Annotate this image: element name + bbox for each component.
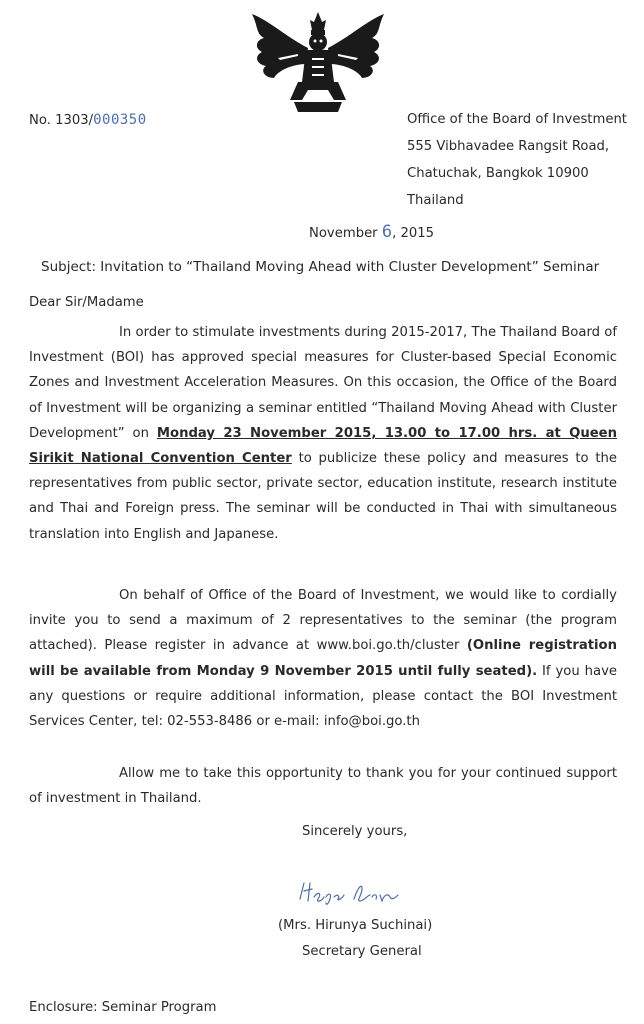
address-line: Thailand xyxy=(407,193,464,208)
address-line: Office of the Board of Investment xyxy=(407,112,627,127)
paragraph-2-part-1: On behalf of Office of the Board of Investment, we would like to cordially invite you to send a maximum of 2 representatives to the seminar (the program attached). Please register in advance at www.boi.go.th/cluster xyxy=(29,588,617,654)
paragraph-3-text: Allow me to take this opportunity to thank you for your continued support of investment in Thailand. xyxy=(29,766,617,807)
address-line: Chatuchak, Bangkok 10900 xyxy=(407,166,589,181)
address-line: 555 Vibhavadee Rangsit Road, xyxy=(407,139,610,154)
signatory-name: (Mrs. Hirunya Suchinai) xyxy=(278,918,433,933)
date-year: , 2015 xyxy=(392,226,435,241)
document-number xyxy=(29,112,147,128)
letter-date xyxy=(309,222,434,242)
paragraph-1-part-2: to publicize these policy and measures to the representatives from public sector, private sector, education institute, research institute and Thai and Foreign press. The seminar will be conducted in Thai with simultaneous translation into English and Japanese. xyxy=(29,451,617,542)
handwritten-number: 000350 xyxy=(93,112,147,128)
closing: Sincerely yours, xyxy=(302,824,408,839)
paragraph-3 xyxy=(29,761,617,811)
registration-note: (Online registration will be available from Monday 9 November 2015 until fully seated). xyxy=(29,638,617,679)
document-number-prefix: No. 1303/ xyxy=(29,113,94,128)
handwritten-signature xyxy=(292,875,402,909)
salutation: Dear Sir/Madame xyxy=(29,295,144,310)
handwritten-day: 6 xyxy=(381,222,393,242)
garuda-emblem xyxy=(238,8,398,118)
enclosure: Enclosure: Seminar Program xyxy=(29,1000,217,1015)
sender-address xyxy=(407,106,627,214)
letter-subject: Subject: Invitation to “Thailand Moving Ahead with Cluster Development” Seminar xyxy=(41,259,600,275)
paragraph-2-part-2: If you have any questions or require additional information, please contact the BOI Investment Services Center, tel: 02-553-8486 or e-mail: info@boi.go.th xyxy=(29,663,617,730)
date-month: November xyxy=(309,226,378,241)
signatory-title: Secretary General xyxy=(302,944,422,959)
paragraph-1-part-1: In order to stimulate investments during 2015-2017, The Thailand Board of Investment (BOI) has approved special measures for Cluster-based Special Economic Zones and Investment Acceleration Measures. On this occasion, the Office of the Board of Investment will be organizing a seminar entitled “Thailand Moving Ahead with Cluster Development” on xyxy=(29,325,617,441)
seminar-details: Monday 23 November 2015, 13.00 to 17.00 hrs. at Queen Sirikit National Convention Center xyxy=(29,425,618,467)
paragraph-2 xyxy=(29,583,617,734)
paragraph-1 xyxy=(29,320,617,547)
